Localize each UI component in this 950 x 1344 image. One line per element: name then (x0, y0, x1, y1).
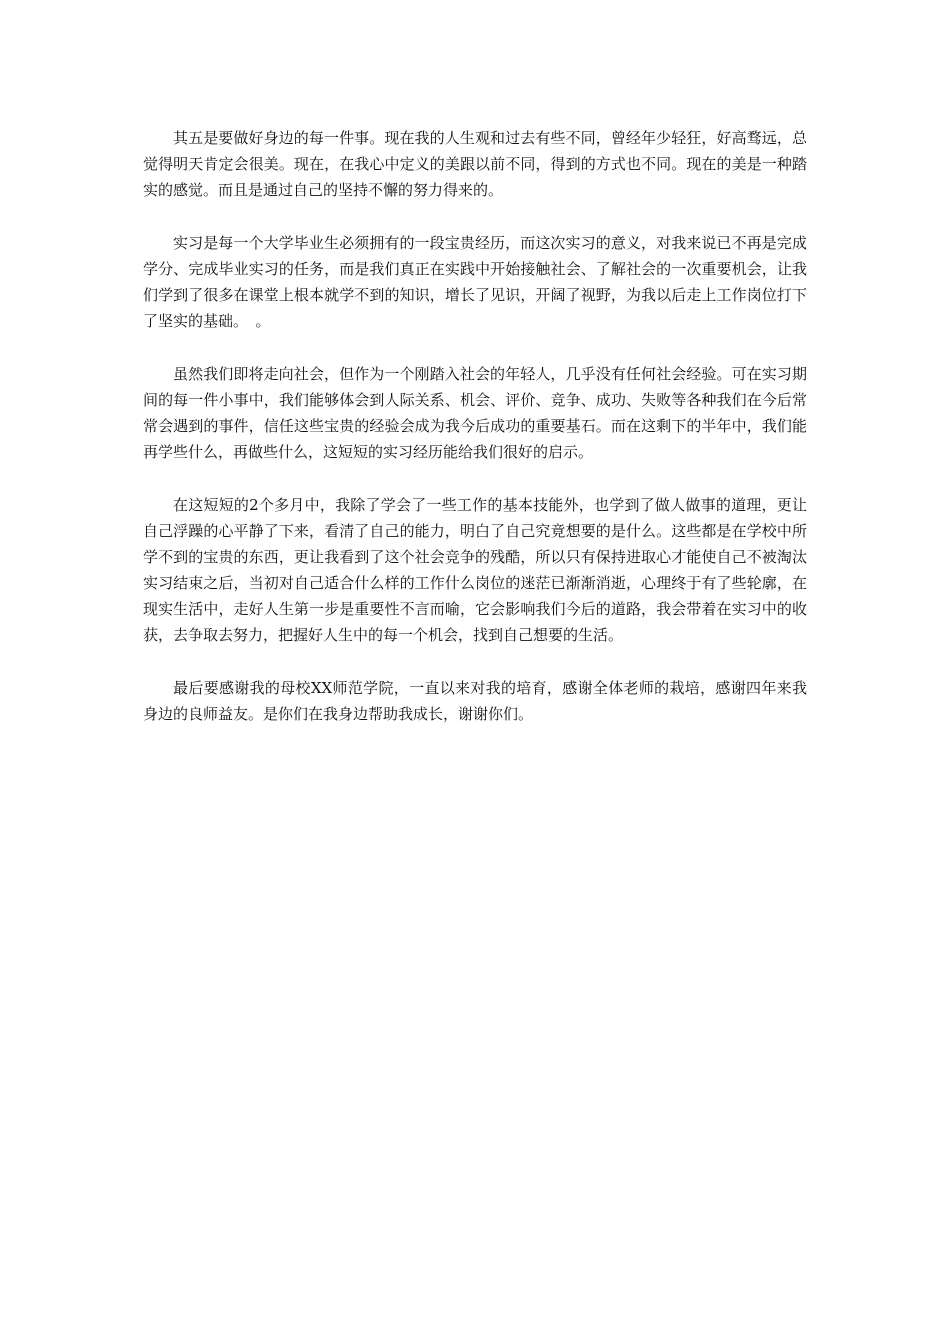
paragraph-3: 虽然我们即将走向社会，但作为一个刚踏入社会的年轻人，几乎没有任何社会经验。可在实习期间的每一件小事中，我们能够体会到人际关系、机会、评价、竞争、成功、失败等各种我们在今后常常会遇到的事件，信任这些宝贵的经验会成为我今后成功的重要基石。而在这剩下的半年中，我们能再学些什么，再做些什么，这短短的实习经历能给我们很好的启示。 (143, 365, 807, 461)
paragraph-5: 最后要感谢我的母校XX师范学院，一直以来对我的培育，感谢全体老师的栽培，感谢四年来我身边的良师益友。是你们在我身边帮助我成长，谢谢你们。 (143, 679, 807, 723)
paragraph-4: 在这短短的2个多月中，我除了学会了一些工作的基本技能外，也学到了做人做事的道理，更让自己浮躁的心平静了下来，看清了自己的能力，明白了自己究竟想要的是什么。这些都是在学校中所学不到的宝贵的东西，更让我看到了这个社会竞争的残酷，所以只有保持进取心才能使自己不被淘汰 实习结束之后，当初对自己适合什么样的工作什么岗位的迷茫已渐渐消逝，心理终于有了些轮廓，在现实生活中，走好人生第一步是重要性不言而喻，它会影响我们今后的道路，我会带着在实习中的收获，去争取去努力，把握好人生中的每一个机会，找到自己想要的生活。 (143, 496, 807, 644)
paragraph-2: 实习是每一个大学毕业生必须拥有的一段宝贵经历，而这次实习的意义，对我来说已不再是完成学分、完成毕业实习的任务，而是我们真正在实践中开始接触社会、了解社会的一次重要机会，让我们学到了很多在课堂上根本就学不到的知识，增长了见识，开阔了视野，为我以后走上工作岗位打下了坚实的基础。 。 (143, 234, 807, 330)
document-body (143, 125, 807, 754)
paragraph-1: 其五是要做好身边的每一件事。现在我的人生观和过去有些不同，曾经年少轻狂，好高骛远，总觉得明天肯定会很美。现在，在我心中定义的美跟以前不同，得到的方式也不同。现在的美是一种踏实的感觉。而且是通过自己的坚持不懈的努力得来的。 (143, 129, 807, 199)
